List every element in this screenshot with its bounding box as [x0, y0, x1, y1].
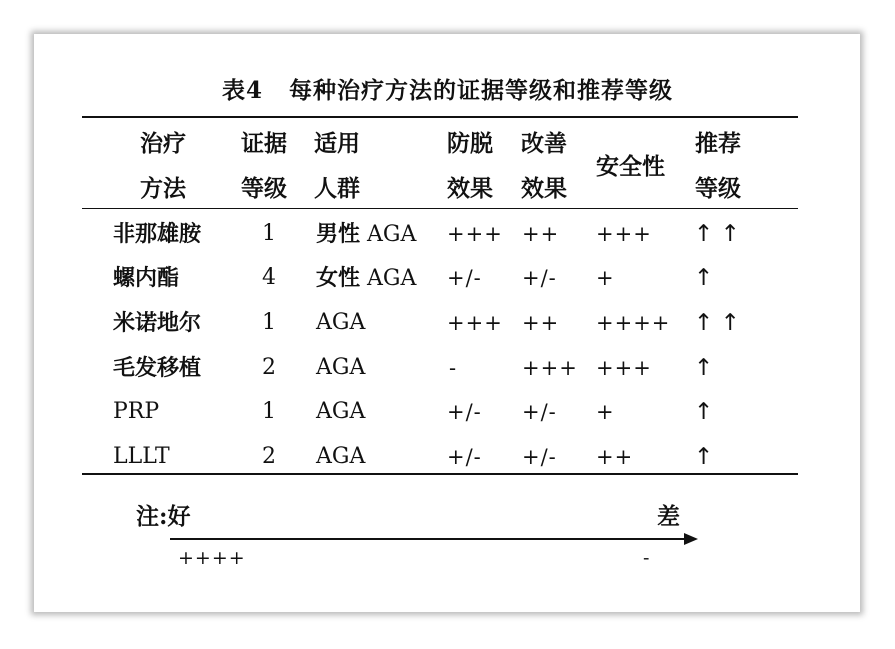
row-evidence: 1 [262, 399, 276, 424]
header-antiloss-line1: 防脱 [447, 130, 493, 157]
row-antiloss: +/- [447, 266, 482, 290]
row-evidence: 1 [262, 221, 276, 246]
row-improve: ++ [522, 222, 560, 246]
row-safety: + [596, 400, 615, 424]
row-evidence: 2 [262, 444, 276, 469]
header-rule [82, 208, 798, 209]
scale-arrow-line [170, 538, 688, 540]
row-safety: +++ [596, 222, 652, 246]
row-population-cn: 男性 [316, 221, 361, 247]
header-improve-line2: 效果 [521, 175, 567, 202]
row-antiloss: +++ [447, 222, 503, 246]
table-title [0, 72, 895, 105]
row-population-en: AGA [316, 444, 366, 469]
row-recommend: ↑ ↑ [694, 221, 740, 247]
row-improve: +/- [522, 400, 557, 424]
header-treatment-line1: 治疗 [140, 130, 186, 157]
row-population-en: AGA [316, 399, 366, 424]
row-improve: +++ [522, 356, 578, 380]
header-treatment-line2: 方法 [140, 175, 186, 202]
header-recommend-line2: 等级 [695, 175, 741, 202]
row-population-cn: 女性 [316, 265, 361, 291]
row-antiloss: - [449, 356, 458, 380]
row-name: 螺内酯 [113, 265, 180, 291]
table-number: 表4 [221, 77, 263, 104]
row-recommend: ↑ ↑ [694, 310, 740, 336]
row-evidence: 4 [262, 265, 276, 290]
row-population-en: AGA [316, 310, 366, 335]
header-improve-line1: 改善 [521, 130, 567, 157]
row-population-en: AGA [316, 355, 366, 380]
note-good: 好 [167, 503, 191, 530]
row-safety: +++ [596, 356, 652, 380]
header-evidence-line2: 等级 [241, 175, 287, 202]
row-recommend: ↑ [694, 444, 714, 470]
note-good-symbol: ++++ [178, 547, 246, 569]
row-evidence: 2 [262, 355, 276, 380]
header-population-line2: 人群 [314, 175, 360, 202]
row-name: 米诺地尔 [113, 310, 202, 336]
row-name: LLLT [113, 444, 170, 469]
row-safety: + [596, 266, 615, 290]
bottom-rule [82, 473, 798, 475]
header-antiloss-line2: 效果 [447, 175, 493, 202]
row-recommend: ↑ [694, 355, 714, 381]
row-population-en: AGA [367, 222, 417, 247]
row-safety: ++ [596, 445, 634, 469]
row-population-en: AGA [367, 266, 417, 291]
note-label: 注:好 [136, 503, 191, 530]
row-antiloss: +/- [447, 445, 482, 469]
row-name: 非那雄胺 [113, 221, 202, 247]
scale-arrow-icon [684, 533, 698, 545]
row-safety: ++++ [596, 311, 671, 335]
header-recommend-line1: 推荐 [695, 130, 741, 157]
header-safety: 安全性 [596, 153, 665, 180]
header-population-line1: 适用 [314, 130, 360, 157]
row-evidence: 1 [262, 310, 276, 335]
note-bad-symbol: - [643, 547, 651, 569]
row-name: PRP [113, 399, 160, 424]
row-antiloss: +/- [447, 400, 482, 424]
row-name: 毛发移植 [113, 355, 202, 381]
top-rule [82, 116, 798, 118]
header-evidence-line1: 证据 [241, 130, 287, 157]
row-recommend: ↑ [694, 399, 714, 425]
row-improve: +/- [522, 445, 557, 469]
row-improve: ++ [522, 311, 560, 335]
table-caption: 每种治疗方法的证据等级和推荐等级 [289, 77, 673, 104]
row-improve: +/- [522, 266, 557, 290]
note-bad: 差 [657, 503, 680, 530]
row-antiloss: +++ [447, 311, 503, 335]
row-recommend: ↑ [694, 265, 714, 291]
